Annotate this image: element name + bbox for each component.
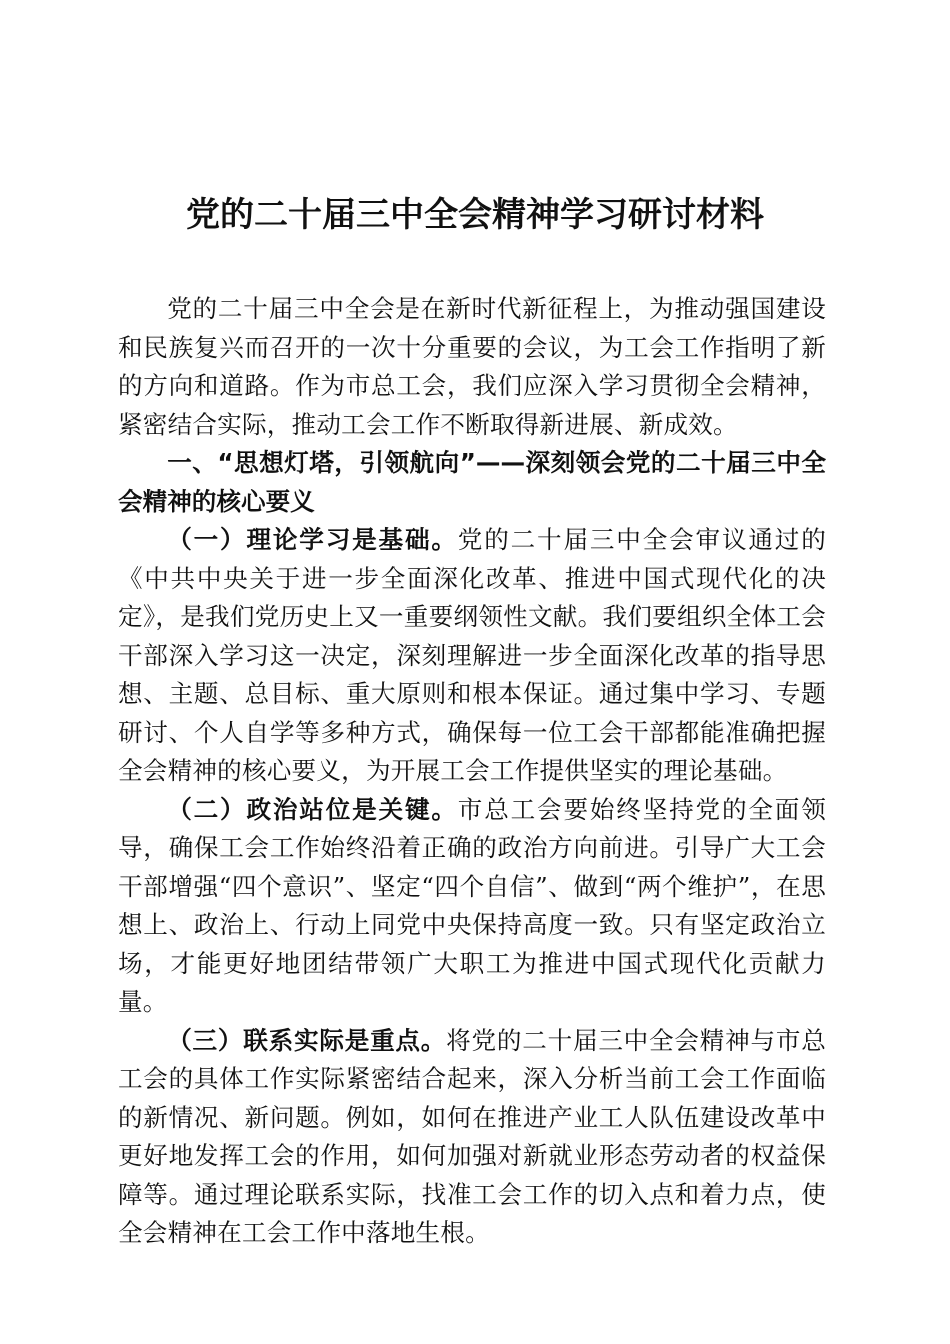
paragraph-text: 党的二十届三中全会审议通过的《中共中央关于进一步全面深化改革、推进中国式现代化的决定》，是我们党历史上又一重要纲领性文献。我们要组织全体工会干部深入学习这一决定，深刻理解进一步全面深化改革的指导思想、主题、总目标、重大原则和根本保证。通过集中学习、专题研讨、个人自学等多种方式，确保每一位工会干部都能准确把握全会精神的核心要义，为开展工会工作提供坚实的理论基础。 <box>118 525 826 785</box>
paragraph-item-1 <box>118 521 826 791</box>
paragraph-item-3 <box>118 1022 826 1253</box>
document-title: 党的二十届三中全会精神学习研讨材料 <box>186 195 764 235</box>
document-body <box>118 290 826 1253</box>
paragraph-item-2 <box>118 791 826 1022</box>
paragraph-text: 市总工会要始终坚持党的全面领导，确保工会工作始终沿着正确的政治方向前进。引导广大工会干部增强“四个意识”、坚定“四个自信”、做到“两个维护”，在思想上、政治上、行动上同党中央保持高度一致。只有坚定政治立场，才能更好地团结带领广大职工为推进中国式现代化贡献力量。 <box>118 794 826 1016</box>
section-heading: 一、“思想灯塔，引领航向”——深刻领会党的二十届三中全会精神的核心要义 <box>118 448 826 516</box>
paragraph-text: 将党的二十届三中全会精神与市总工会的具体工作实际紧密结合起来，深入分析当前工会工作面临的新情况、新问题。例如，如何在推进产业工人队伍建设改革中更好地发挥工会的作用，如何加强对新就业形态劳动者的权益保障等。通过理论联系实际，找准工会工作的切入点和着力点，使全会精神在工会工作中落地生根。 <box>118 1025 826 1247</box>
intro-paragraph: 党的二十届三中全会是在新时代新征程上，为推动强国建设和民族复兴而召开的一次十分重要的会议，为工会工作指明了新的方向和道路。作为市总工会，我们应深入学习贯彻全会精神，紧密结合实际，推动工会工作不断取得新进展、新成效。 <box>118 294 826 439</box>
paragraph-lead: （三）联系实际是重点。 <box>167 1025 447 1055</box>
paragraph-lead: （二）政治站位是关键。 <box>167 794 458 824</box>
paragraph-lead: （一）理论学习是基础。 <box>167 525 458 554</box>
